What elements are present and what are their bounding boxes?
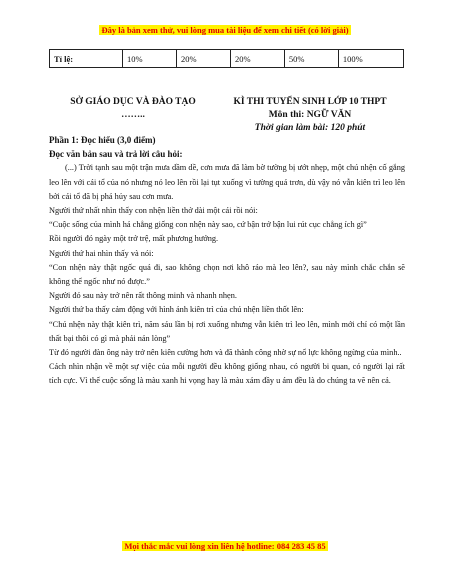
paragraph: Rồi người đó ngày một trở trệ, mất phương hướng. (49, 234, 219, 244)
exam-time: Thời gian làm bài: 120 phút (254, 123, 366, 133)
paragraph: “Chú nhện này thật kiên trì, năm sáu lần bị rơi xuống nhưng vẫn kiên trì leo lên, mình mới chỉ có một lần thất bại thôi có gì mà phải nản lòng” (49, 319, 405, 343)
department-header (58, 96, 208, 122)
paragraph: Cách nhìn nhận về một sự việc của mỗi người đều không giống nhau, có người bi quan, có người lại rất tích cực. Vì thế cuộc sống là màu xanh hi vọng hay là màu xám đầy u ám đều là do chúng ta vẽ nên cả. (49, 362, 405, 386)
paragraph: “Cuộc sống của mình há chẳng giống con nhện này sao, cứ bận trở bận lui rút cục chẳng ích gì” (49, 220, 367, 230)
document-body (49, 133, 405, 389)
ratio-cell: 20% (176, 50, 230, 68)
ratio-cell: 10% (123, 50, 177, 68)
preview-banner: Đây là bản xem thử, vui lòng mua tài liệu để xem chi tiết (có lời giải) (101, 25, 349, 35)
paragraph: Người thứ ba thấy cảm động với hình ảnh kiên trì của chú nhện liền thốt lên: (49, 305, 304, 315)
ratio-cell: 50% (284, 50, 338, 68)
paragraph: (...) Trời tạnh sau một trận mưa dầm dề, cơn mưa đã làm bờ tường bị ướt nhẹp, một chú nhện cố gắng leo lên với cái tổ của nó nhưng nó leo lên rồi lại tụt xuống vì tường quá trơn, dù vậy nó vẫn kiên trì leo lên bởi cái tổ đã bị phá hủy sau cơn mưa. (49, 163, 405, 201)
paragraph: Người thứ nhất nhìn thấy con nhện liền thở dài một cái rồi nói: (49, 206, 258, 216)
exam-header (220, 96, 400, 135)
paragraph: Người thứ hai nhìn thấy và nói: (49, 248, 154, 258)
ratio-table (49, 49, 404, 68)
department-name: SỞ GIÁO DỤC VÀ ĐÀO TẠO (70, 97, 196, 107)
ratio-label: Tỉ lệ: (50, 50, 123, 68)
exam-subject: Môn thi: NGỮ VĂN (268, 110, 352, 120)
paragraph: Từ đó người đàn ông này trở nên kiên cường hơn và đã thành công nhờ sự nổ lực không ngừng của mình.. (49, 348, 402, 358)
hotline-banner: Mọi thắc mắc vui lòng xin liên hệ hotline: 084 283 45 85 (124, 541, 326, 551)
paragraph: “Con nhện này thật ngốc quá đi, sao không chọn nơi khô ráo mà leo lên?, sau này mình chắc chắn sẽ không thể ngốc như nó được.” (49, 262, 405, 287)
department-dots: …….. (121, 110, 145, 120)
paragraph: Người đó sau này trở nên rất thông minh và nhanh nhẹn. (49, 291, 237, 301)
instruction: Đọc văn bản sau và trả lời câu hỏi: (49, 149, 183, 160)
exam-title: KÌ THI TUYỂN SINH LỚP 10 THPT (233, 97, 387, 107)
ratio-cell: 20% (230, 50, 284, 68)
ratio-cell: 100% (338, 50, 403, 68)
section-title: Phần 1: Đọc hiểu (3,0 điểm) (49, 135, 156, 145)
